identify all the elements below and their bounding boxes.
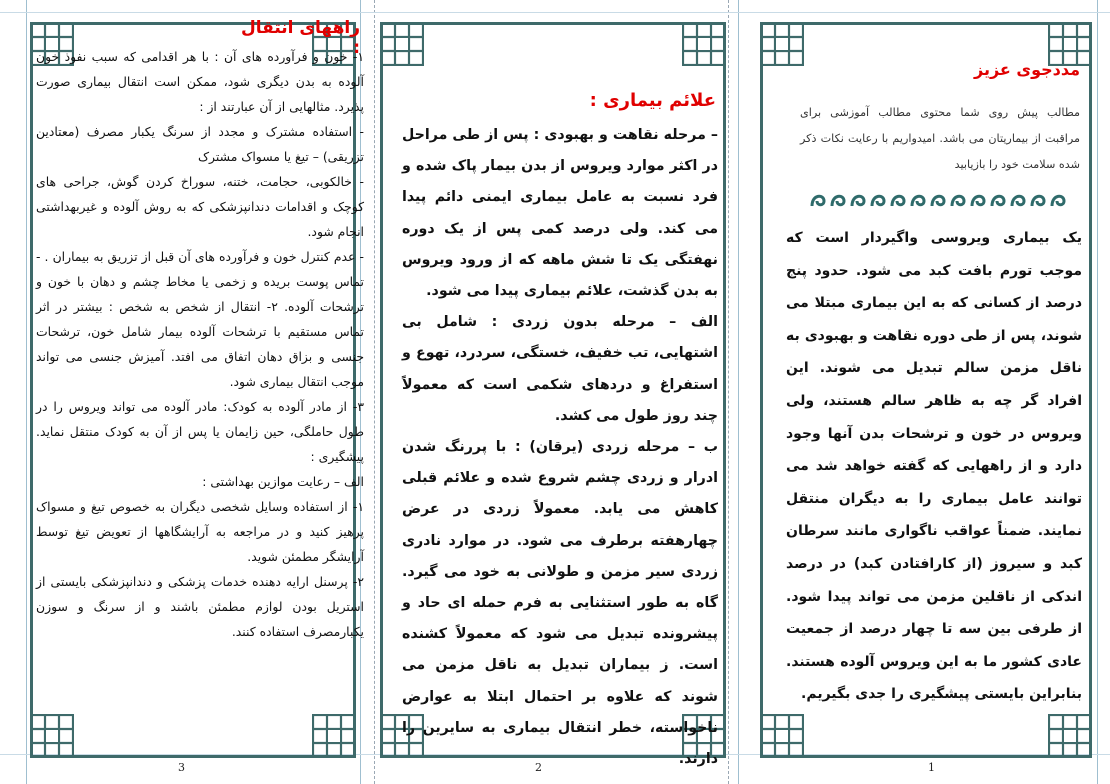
paragraph: - عدم کنترل خون و فرآورده های آن قبل از تزریق به بیماران . - تماس پوست بریده و زخمی یا مخاط چشم و دهان با خون و ترشحات آلوده. ۲- انتقال از شخص به شخص : بیشتر در اثر تماس مستقیم با ترشحات آلوده بیمار شامل خون، ترشحات جنسی و بزاق دهان اتفاق می افتد. آمیزش جنسی می تواند موجب انتقال بیماری شود. <box>36 249 364 389</box>
wave-ornament-icon <box>806 190 1076 212</box>
page-number: 2 <box>535 761 542 774</box>
corner-square-ornament-icon <box>1048 714 1092 758</box>
paragraph: ۳- از مادر آلوده به کودک: مادر آلوده می تواند ویروس را در طول حاملگی، حین زایمان یا پس از آن به کودک منتقل نماید. پیشگیری : <box>36 399 364 464</box>
transmission-routes-heading: راههای انتقال : <box>240 18 360 58</box>
paragraph: ب – مرحله زردی (یرقان) : با پررنگ شدن ادرار و زردی چشم شروع شده و علائم قبلی کاهش می یابد. معمولاً زردی در عرض چهارهفته برطرف می شود. در موارد نادری زردی سیر مزمن و طولانی به خود می گیرد. گاه به طور استثنایی به فرم حمله ای حاد و پیشرونده تبدیل می شود که معمولاً کشنده است. ز بیماران تبدیل به ناقل مزمن می شوند که علاوه بر احتمال ابتلا به عوارض ناخواسته، خطر انتقال بیماری به سایرین را دارند. <box>402 439 718 768</box>
paragraph: ۱- خون و فرآورده های آن : با هر اقدامی که سبب نفوذ خون آلوده به بدن دیگری شود، ممکن است انتقال بیماری صورت پذیرد. مثالهایی از آن عبارتند از : <box>36 49 364 114</box>
paragraph: یک بیماری ویروسی واگیردار است که موجب تورم بافت کبد می شود. حدود پنج درصد از کسانی که به این بیماری مبتلا می شوند، پس از طی دوره نقاهت و بهبودی به ناقل مزمن سالم تبدیل می شوند. این افراد گر چه به ظاهر سالم هستند، ولی ویروس در خون و ترشحات بدن آنها وجود دارد و از راههایی که گفته خواهد شد می توانند عامل بیماری را به دیگران منتقل نمایند. ضمناً عواقب ناگواری مانند سرطان کبد و سیروز (از کارافتادن کبد) در درصد اندکی از ناقلین مزمن می تواند پیدا شود. از طرفی بین سه تا چهار درصد از جمعیت عادی کشور ما به این ویروس آلوده هستند. بنابراین بایستی پیشگیری را جدی بگیریم. <box>786 230 1082 703</box>
page-guide-line <box>0 12 1110 13</box>
paragraph: الف – مرحله بدون زردی : شامل بی اشتهایی، تب خفیف، خستگی، سردرد، تهوع و استفراغ و دردهای شکمی است که معمولاً چند روز طول می کشد. <box>402 314 718 424</box>
page-guide-line <box>1097 0 1098 784</box>
page-number: 1 <box>928 761 935 774</box>
symptoms-heading: علائم بیماری : <box>589 90 716 111</box>
page-guide-line <box>374 0 375 784</box>
page-guide-line <box>738 0 739 784</box>
paragraph: ۲- پرسنل ارایه دهنده خدمات پزشکی و دندانپزشکی بایستی از استریل بودن لوازم مطمئن باشند و از سرنگ و سوزن یکبارمصرف استفاده کنند. <box>36 574 364 639</box>
transmission-routes-text[interactable] <box>36 44 364 644</box>
corner-square-ornament-icon <box>380 22 424 66</box>
corner-square-ornament-icon <box>760 22 804 66</box>
corner-square-ornament-icon <box>760 714 804 758</box>
dear-patient-heading: مددجوی عزیز <box>974 60 1080 79</box>
paragraph: - استفاده مشترک و مجدد از سرنگ یکبار مصرف (معتادین تزریقی) – تیغ یا مسواک مشترک <box>36 124 364 164</box>
paragraph: – مرحله نقاهت و بهبودی : پس از طی مراحل در اکثر موارد ویروس از بدن بیمار پاک شده و فرد نسبت به عامل بیماری ایمنی دائم پیدا می کند. ولی درصد کمی پس از یک دوره نهفتگی یک تا شش ماهه که از ورود ویروس به بدن گذشت، علائم بیماری پیدا می شود. <box>402 127 718 300</box>
corner-square-ornament-icon <box>682 22 726 66</box>
intro-text[interactable]: مطالب پیش روی شما محتوی مطالب آموزشی برای مراقبت از بیماریتان می باشد. امیدواریم با رعایت نکات ذکر شده سلامت خود را بازیابید <box>800 106 1080 171</box>
symptoms-text[interactable] <box>402 120 718 775</box>
corner-square-ornament-icon <box>312 714 356 758</box>
corner-square-ornament-icon <box>30 714 74 758</box>
paragraph: - خالکوبی، حجامت، ختنه، سوراخ کردن گوش، جراحی های کوچک و اقدامات دندانپزشکی که به روش آلوده و غیربهداشتی انجام شود. <box>36 174 364 239</box>
paragraph: الف – رعایت موازین بهداشتی : <box>202 474 364 489</box>
page-guide-line <box>728 0 729 784</box>
paragraph: ۱- از استفاده وسایل شخصی دیگران به خصوص تیغ و مسواک پرهیز کنید و در مراجعه به آرایشگاهها از تعویض تیغ توسط آرایشگر مطمئن شوید. <box>36 499 364 564</box>
disease-description-text[interactable] <box>786 222 1082 711</box>
page-guide-line <box>26 0 27 784</box>
page-number: 3 <box>178 761 185 774</box>
